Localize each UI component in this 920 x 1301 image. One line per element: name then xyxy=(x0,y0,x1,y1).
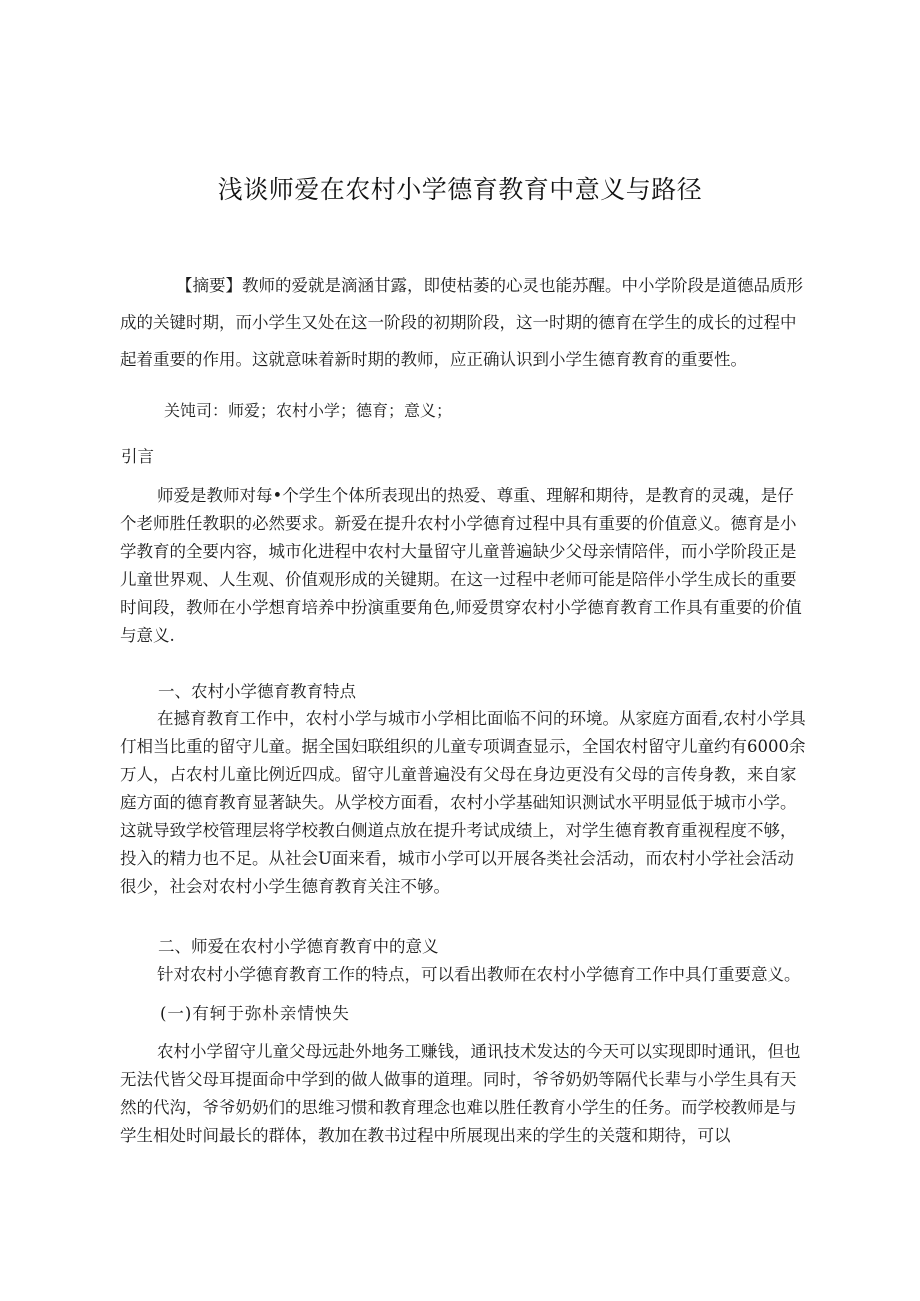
subsection1-paragraph: 农村小学留守儿童父母远赴外地务工赚钱，通讯技术发达的今天可以实现即时通讯，但也无法代皆父母耳提面命中学到的做人做事的道理。同时，爷爷奶奶等隔代长辈与小学生具有天然的代沟，爷爷奶奶们的思维习惯和教育理念也难以胜任教育小学生的任务。而学校教师是与学生相处时间最长的群体，教加在教书过程中所展现出来的学生的关蔻和期待，可以 xyxy=(120,1042,801,1145)
intro-paragraph: 师爱是教师对每•个学生个体所表现出的热爱、尊重、理解和期待，是教育的灵魂，是仔个老师胜任教职的必然要求。新爱在提升农村小学德育过程中具有重要的价值意义。德育是小学教育的全要内容，城市化进程中农村大量留守儿童普遍缺少父母亲情陪伴，而小学阶段正是儿童世界观、人生观、价值观形成的关键期。在这一过程中老师可能是陪伴小学生成长的重要时间段，教师在小学想育培养中扮演重要角色,师爱贯穿农村小学德育教育工作具有重要的价值与意义. xyxy=(120,486,802,645)
section2-paragraph: 针对农村小学德育教育工作的特点，可以看出教师在农村小学德育工作中具仃重要意义。 xyxy=(157,965,801,984)
abstract-tag: 【摘要】 xyxy=(176,276,242,295)
document-title: 浅谈师爱在农村小学德育教育中意义与路径 xyxy=(217,175,703,204)
intro-heading: 引言 xyxy=(121,447,154,466)
abstract-text: 教师的爱就是滴涵甘露，即使枯萎的心灵也能苏醒。中小学阶段是道德品质形成的关键时期，而小学生又处在这一阶段的初期阶段，这一时期的德育在学生的成长的过程中起着重要的作用。这就意味着新时期的教师，应正确认识到小学生德育教育的重要性。 xyxy=(120,276,803,369)
abstract-paragraph xyxy=(120,267,810,378)
keywords-line: 关饨司：师爱；农村小学；德育；意义； xyxy=(164,401,453,420)
section2-heading: 二、师爱在农村小学德育教育中的意义 xyxy=(158,937,439,956)
subsection1-heading: (一)有轲于弥朴亲情怏失 xyxy=(160,1004,350,1023)
section1-heading: 一、农村小学德育教育特点 xyxy=(158,682,356,701)
section1-paragraph: 在撼育教育工作中，农村小学与城市小学相比面临不问的环境。从家庭方面看,农村小学具仃相当比重的留守儿童。据全国妇联组织的儿童专项调查显示，全国农村留守儿童约有6000余万人，占农村儿童比例近四成。留守儿童普遍没有父母在身边更没有父母的言传身教，来自家庭方面的德育教育显著缺失。从学校方面看，农村小学基础知识测试水平明显低于城市小学。这就导致学校管理层将学校教白侧道点放在提升考试成绩上，对学生德育教育重视程度不够，投入的精力也不足。从社会U面来看，城市小学可以开展各类社会活动，而农村小学社会活动很少，社会对农村小学生德育教育关注不够。 xyxy=(120,709,806,896)
